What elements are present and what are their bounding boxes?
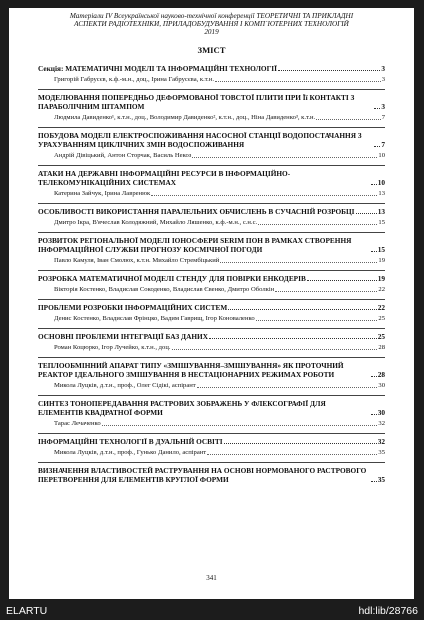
footer-repository-label: ELARTU bbox=[6, 604, 48, 617]
entry-title-row bbox=[38, 399, 385, 417]
entry-separator bbox=[38, 299, 385, 300]
entry-title: РОЗРОБКА МАТЕМАТИЧНОЇ МОДЕЛІ СТЕНДУ ДЛЯ ПОВІРКИ ЕНКОДЕРІВ bbox=[38, 273, 306, 283]
entry-title-row bbox=[38, 466, 385, 484]
entry-page-number: 7 bbox=[381, 139, 385, 149]
author-page-number: 30 bbox=[378, 381, 385, 389]
entry-separator bbox=[38, 433, 385, 434]
entry-title-row bbox=[38, 361, 385, 379]
dot-leader bbox=[209, 338, 377, 339]
toc-entry[interactable] bbox=[38, 232, 385, 265]
entry-separator bbox=[38, 127, 385, 128]
entry-separator bbox=[38, 165, 385, 166]
entry-authors: Катерина Зайчук, Ірина Лавренюк bbox=[54, 189, 151, 197]
dot-leader bbox=[151, 195, 377, 196]
author-page-number: 10 bbox=[378, 151, 385, 159]
toc-entry[interactable] bbox=[38, 299, 385, 323]
entry-title: Секція: МАТЕМАТИЧНІ МОДЕЛІ ТА ІНФОРМАЦІЙНІ ТЕХНОЛОГІЇ bbox=[38, 63, 277, 73]
entry-title: АТАКИ НА ДЕРЖАВНІ ІНФОРМАЦІЙНІ РЕСУРСИ В ІНФОРМАЦІЙНО-ТЕЛЕКОМУНІКАЦІЙНИХ СИСТЕМАХ bbox=[38, 168, 291, 187]
entry-authors: Микола Луцків, д.т.н., проф., Гунько Данило, аспірант bbox=[54, 448, 207, 456]
entry-title-row bbox=[38, 207, 385, 216]
entry-author-row bbox=[38, 449, 385, 457]
author-page-number: 25 bbox=[378, 314, 385, 322]
dot-leader bbox=[374, 146, 380, 147]
entry-separator bbox=[38, 270, 385, 271]
entry-title: ОСОБЛИВОСТІ ВИКОРИСТАННЯ ПАРАЛЕЛЬНИХ ОБЧИСЛЕНЬ В СУЧАСНІЙ РОЗРОБЦІ bbox=[38, 206, 355, 216]
entry-author-row bbox=[38, 257, 385, 265]
entry-title-row bbox=[38, 274, 385, 283]
toc-entry[interactable] bbox=[38, 328, 385, 352]
entry-authors: Павло Камуля, Іван Смолюх, к.т.н. Михайло Стрембіцький bbox=[54, 256, 220, 264]
dot-leader bbox=[307, 280, 377, 281]
entry-author-row bbox=[38, 190, 385, 198]
header-line-3: 2019 bbox=[204, 28, 219, 37]
dot-leader bbox=[172, 349, 378, 350]
toc-entry[interactable] bbox=[38, 64, 385, 84]
entry-title-row bbox=[38, 236, 385, 254]
author-page-number: 22 bbox=[378, 285, 385, 293]
entry-title: РОЗВИТОК РЕГІОНАЛЬНОЇ МОДЕЛІ ІОНОСФЕРИ SERIM ПОН В РАМКАХ СТВОРЕННЯ ІНФОРМАЦІЙНОЇ СЛУЖБИ ПРОГНОЗУ КОСМІЧНОЇ ПОГОДИ bbox=[38, 235, 352, 254]
toc-entry[interactable] bbox=[38, 357, 385, 390]
entry-author-row bbox=[38, 315, 385, 323]
toc-entry[interactable] bbox=[38, 270, 385, 294]
entry-authors: Денис Костенко, Владислав Фрінцко, Вадим Гаврищ, Ігор Коноваленко bbox=[54, 314, 255, 322]
entry-title-row bbox=[38, 303, 385, 312]
toc-entry[interactable] bbox=[38, 165, 385, 198]
entry-authors: Микола Луцків, д.т.н., проф., Олег Сідікі, аспірант bbox=[54, 381, 196, 389]
document-page bbox=[9, 8, 414, 599]
entry-title-row bbox=[38, 332, 385, 341]
dot-leader bbox=[371, 414, 377, 415]
entry-title: ІНФОРМАЦІЙНІ ТЕХНОЛОГІЇ В ДУАЛЬНІЙ ОСВІТІ bbox=[38, 436, 223, 446]
toc-entry[interactable] bbox=[38, 433, 385, 457]
dot-leader bbox=[371, 184, 377, 185]
entry-authors: Роман Коцюрко, Ігор Лучейко, к.т.н., доц. bbox=[54, 343, 171, 351]
entry-title: ТЕПЛООБМІННИЙ АПАРАТ ТИПУ «ЗМІШУВАННЯ–ЗМІШУВАННЯ» ЯК ПРОТОЧНИЙ РЕАКТОР ІДЕАЛЬНОГО ЗМІШУВАННЯ В НЕСТАЦІОНАРНИХ РЕЖИМАХ РОБОТИ bbox=[38, 360, 344, 379]
entry-separator bbox=[38, 203, 385, 204]
dot-leader bbox=[197, 387, 378, 388]
author-page-number: 28 bbox=[378, 343, 385, 351]
author-page-number: 3 bbox=[381, 75, 385, 83]
entry-title-row bbox=[38, 93, 385, 111]
entry-title-row bbox=[38, 169, 385, 187]
entry-author-row bbox=[38, 344, 385, 352]
entry-separator bbox=[38, 89, 385, 90]
entry-page-number: 15 bbox=[377, 244, 385, 254]
entry-page-number: 19 bbox=[377, 273, 385, 283]
dot-leader bbox=[258, 224, 377, 225]
dot-leader bbox=[228, 309, 376, 310]
entry-page-number: 25 bbox=[377, 331, 385, 341]
dot-leader bbox=[207, 454, 377, 455]
entry-separator bbox=[38, 462, 385, 463]
dot-leader bbox=[192, 157, 377, 158]
toc-entry[interactable] bbox=[38, 89, 385, 122]
entry-title: СИНТЕЗ ТОНОПЕРЕДАВАННЯ РАСТРОВИХ ЗОБРАЖЕНЬ У ФЛЕКСОГРАФІЇ ДЛЯ ЕЛЕМЕНТІВ КВАДРАТНОЇ ФОРМИ bbox=[38, 398, 326, 417]
entry-page-number: 28 bbox=[377, 369, 385, 379]
header-line-2: АСПЕКТИ РАДІОТЕХНІКИ, ПРИЛАДОБУДУВАННЯ І КОМП`ЮТЕРНИХ ТЕХНОЛОГІЙ bbox=[74, 20, 349, 29]
entry-authors: Вікторія Костенко, Владислав Сокоденко, Владислав Євенко, Дмитро Оболкін bbox=[54, 285, 275, 293]
page-number: 341 bbox=[206, 574, 217, 582]
entry-author-row bbox=[38, 76, 385, 84]
dot-leader bbox=[256, 320, 378, 321]
entry-title: МОДЕЛЮВАННЯ ПОПЕРЕДНЬО ДЕФОРМОВАНОЇ ТОВСТОЇ ПЛИТИ ПРИ Її КОНТАКТІ З ПАРАБОЛІЧНИМ ШТАМПОМ bbox=[38, 92, 355, 111]
entry-separator bbox=[38, 328, 385, 329]
toc-entry[interactable] bbox=[38, 127, 385, 160]
entry-page-number: 3 bbox=[381, 101, 385, 111]
dot-leader bbox=[220, 262, 377, 263]
toc-entry[interactable] bbox=[38, 395, 385, 428]
dot-leader bbox=[102, 425, 378, 426]
author-page-number: 13 bbox=[378, 189, 385, 197]
entry-page-number: 30 bbox=[377, 407, 385, 417]
entry-page-number: 13 bbox=[377, 206, 385, 216]
entry-authors: Григорій Габрусєв, к.ф.-м.н., доц., Ірина Габрусєва, к.т.н. bbox=[54, 75, 214, 83]
entry-title: ОСНОВНІ ПРОБЛЕМИ ІНТЕГРАЦІЇ БАЗ ДАНИХ bbox=[38, 331, 208, 341]
entry-author-row bbox=[38, 382, 385, 390]
entry-page-number: 22 bbox=[377, 302, 385, 312]
entry-title: ВИЗНАЧЕННЯ ВЛАСТИВОСТЕЙ РАСТРУВАННЯ НА ОСНОВІ НОРМОВАНОГО РАСТРОВОГО ПЕРЕТВОРЕННЯ ДЛЯ ЕЛЕМЕНТІВ КРУГЛОЇ ФОРМИ bbox=[38, 465, 367, 484]
entry-authors: Андрій Дівіцький, Антон Сторчак, Василь Некоз bbox=[54, 151, 192, 159]
entry-page-number: 32 bbox=[377, 436, 385, 446]
header-line-1: Матеріали IV Всеукраїнської науково-технічної конференції ТЕОРЕТИЧНІ ТА ПРИКЛАДНІ bbox=[69, 12, 354, 20]
dot-leader bbox=[356, 213, 377, 214]
author-page-number: 19 bbox=[378, 256, 385, 264]
entry-title: ПОБУДОВА МОДЕЛІ ЕЛЕКТРОСПОЖИВАННЯ НАСОСНОЇ СТАНЦІЇ ВОДОПОСТАЧАННЯ З УРАХУВАННЯМ ЦИКЛІЧНИХ ЗМІН ВОДОСПОЖИВАННЯ bbox=[38, 130, 362, 149]
entry-page-number: 3 bbox=[381, 63, 385, 73]
dot-leader bbox=[316, 119, 381, 120]
entry-authors: Дмитро Ікра, В'ячеслав Колодяжний, Михайло Ляшенко, к.ф.-м.н., с.н.с. bbox=[54, 218, 258, 226]
footer-handle-link[interactable]: hdl:lib/28766 bbox=[358, 604, 418, 617]
entry-separator bbox=[38, 357, 385, 358]
toc-entry[interactable] bbox=[38, 462, 385, 484]
entry-page-number: 10 bbox=[377, 177, 385, 187]
dot-leader bbox=[371, 376, 377, 377]
dot-leader bbox=[275, 291, 377, 292]
entry-title: ПРОБЛЕМИ РОЗРОБКИ ІНФОРМАЦІЙНИХ СИСТЕМ bbox=[38, 302, 228, 312]
dot-leader bbox=[371, 251, 377, 252]
author-page-number: 32 bbox=[378, 419, 385, 427]
entry-author-row bbox=[38, 286, 385, 294]
entry-page-number: 35 bbox=[377, 474, 385, 484]
table-of-contents bbox=[38, 64, 385, 484]
entry-separator bbox=[38, 395, 385, 396]
conference-header bbox=[38, 12, 385, 37]
entry-separator bbox=[38, 232, 385, 233]
entry-title-row bbox=[38, 437, 385, 446]
entry-authors: Людмила Давиденко¹, к.т.н., доц., Володимир Давиденко², к.т.н., доц., Ніна Давиденко³, к.т.н. bbox=[54, 113, 316, 121]
entry-author-row bbox=[38, 152, 385, 160]
dot-leader bbox=[215, 81, 381, 82]
dot-leader bbox=[224, 443, 377, 444]
author-page-number: 15 bbox=[378, 218, 385, 226]
dot-leader bbox=[374, 108, 380, 109]
viewer-footer bbox=[0, 601, 424, 620]
entry-title-row bbox=[38, 64, 385, 73]
dot-leader bbox=[371, 481, 377, 482]
entry-title-row bbox=[38, 131, 385, 149]
entry-author-row bbox=[38, 420, 385, 428]
toc-title: ЗМІСТ bbox=[197, 44, 226, 55]
entry-author-row bbox=[38, 219, 385, 227]
author-page-number: 7 bbox=[381, 113, 385, 121]
author-page-number: 35 bbox=[378, 448, 385, 456]
toc-entry[interactable] bbox=[38, 203, 385, 227]
dot-leader bbox=[278, 70, 380, 71]
entry-authors: Тарас Лечаченко bbox=[54, 419, 101, 427]
entry-author-row bbox=[38, 114, 385, 122]
